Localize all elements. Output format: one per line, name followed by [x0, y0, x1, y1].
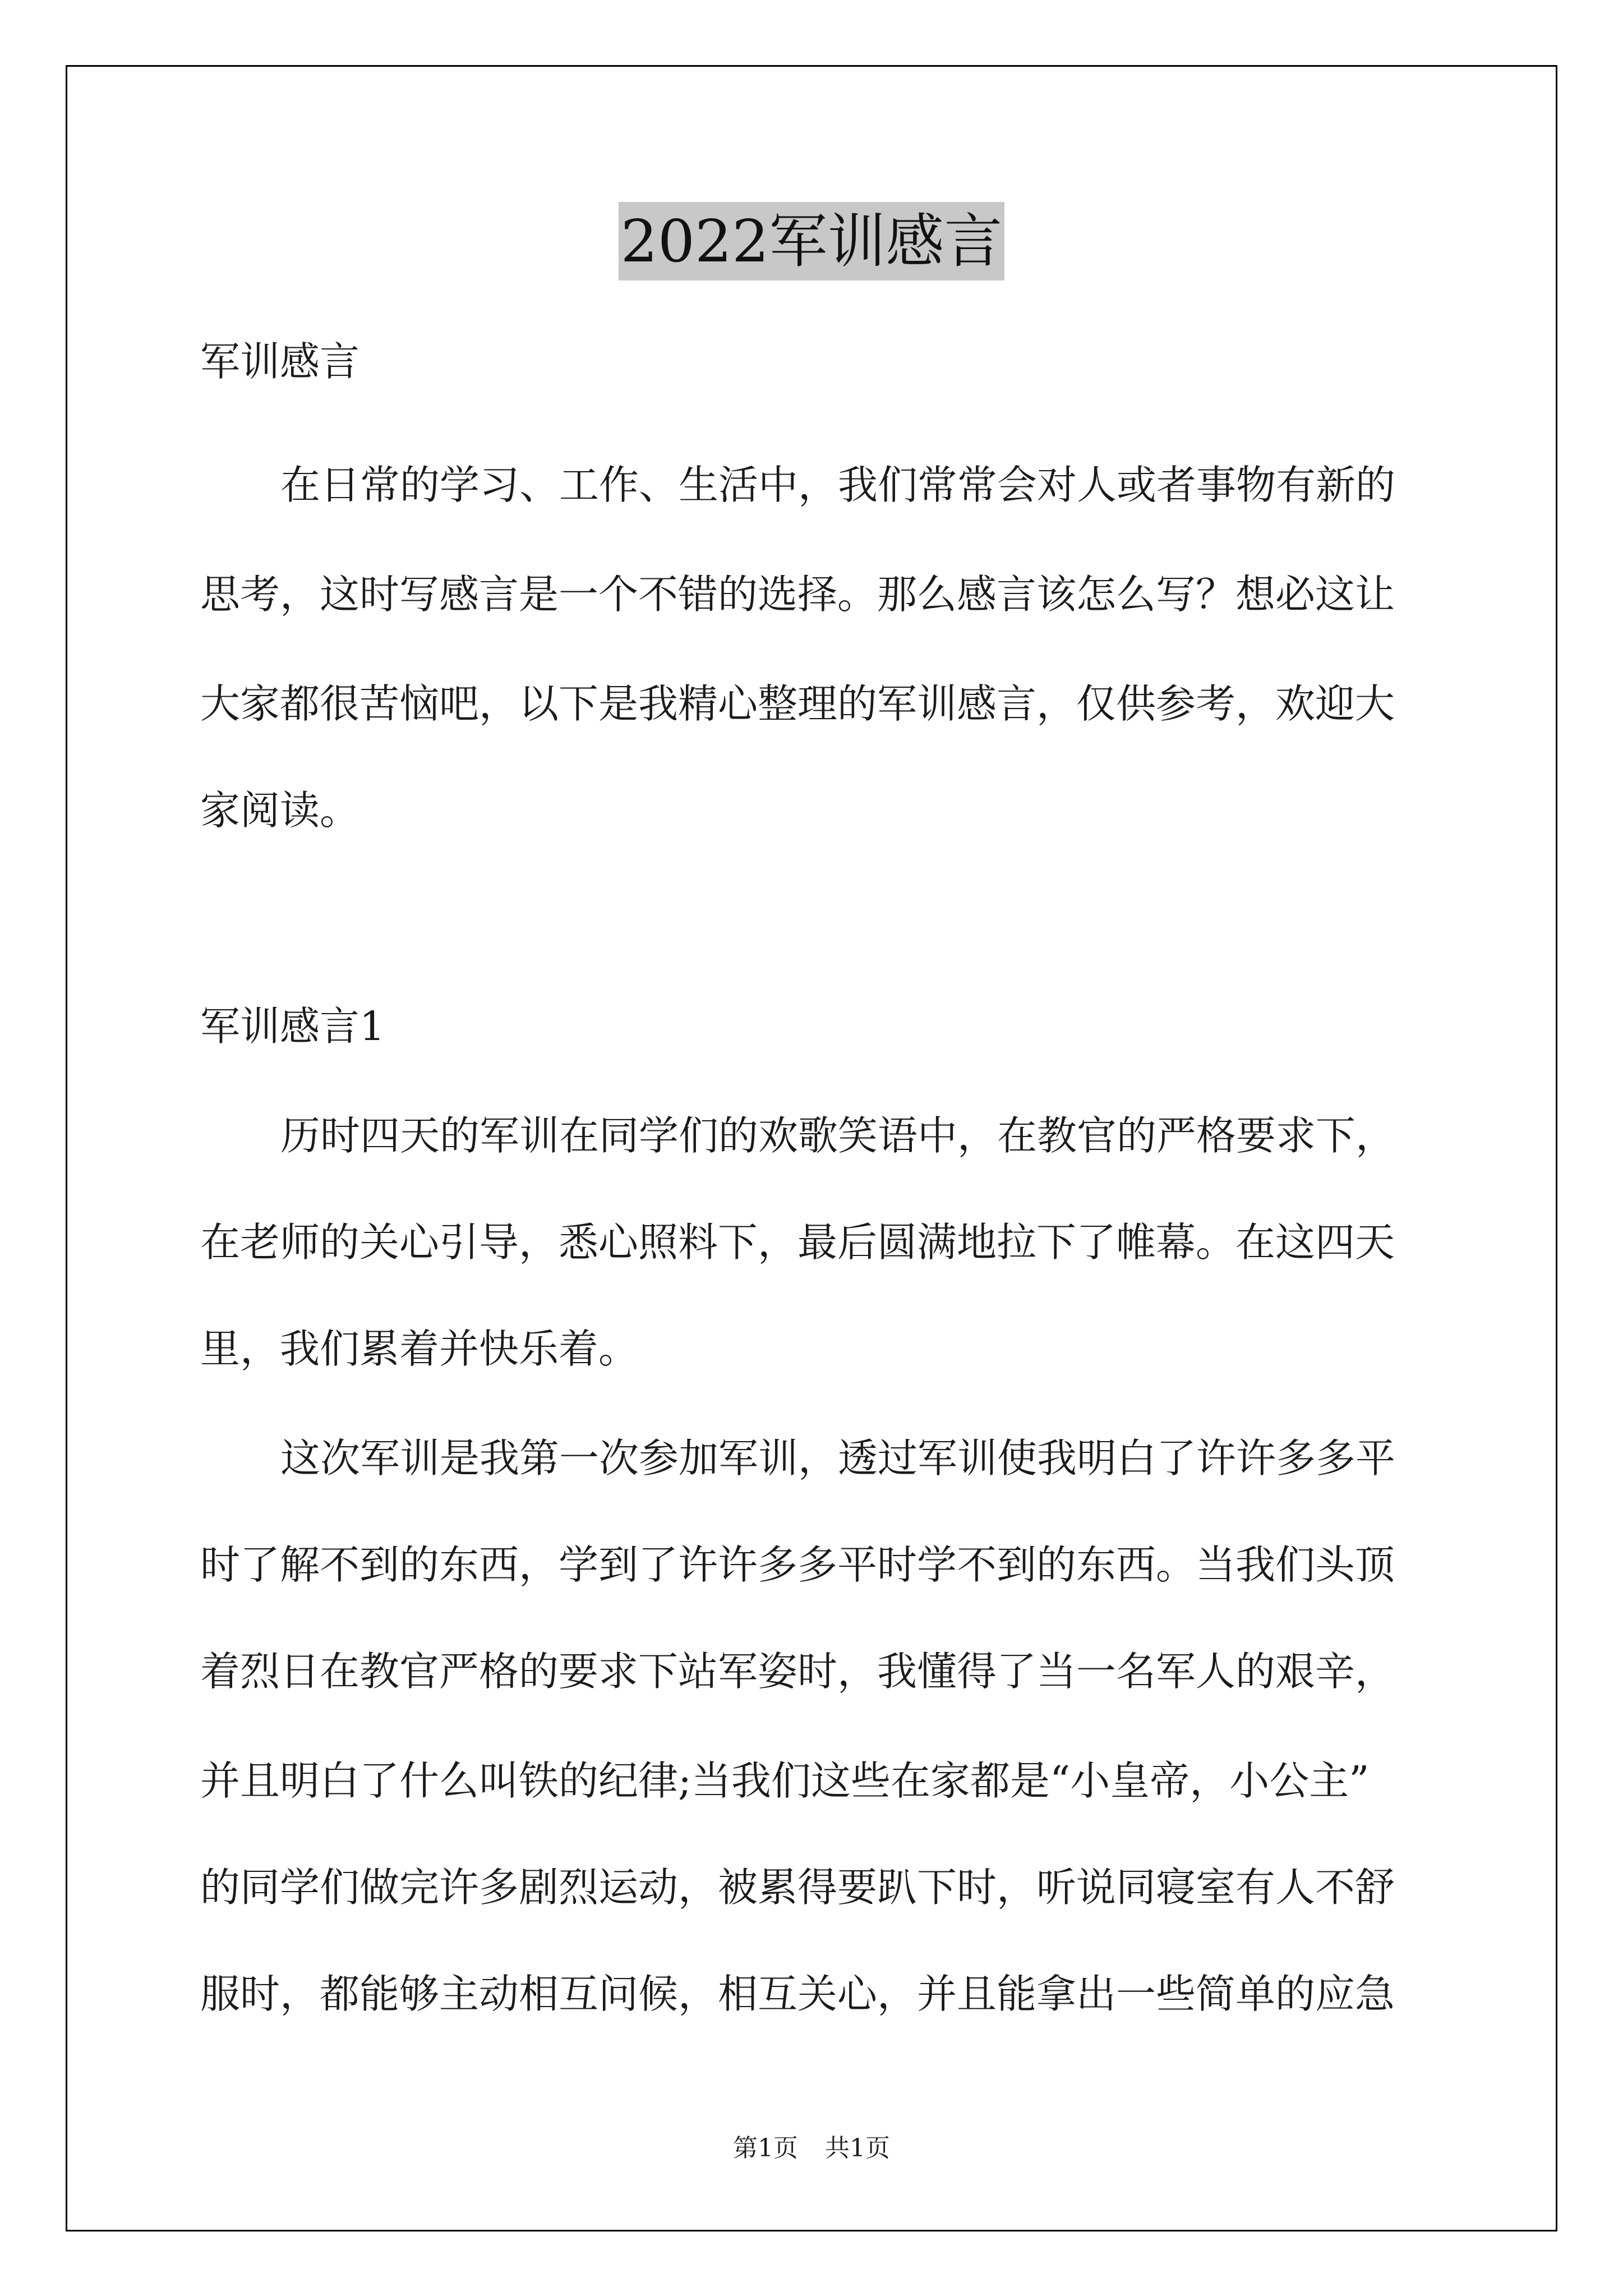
paragraph-line: 着烈日在教官严格的要求下站军姿时，我懂得了当一名军人的艰辛， [200, 1648, 1395, 1695]
paragraph-line: 大家都很苦恼吧，以下是我精心整理的军训感言，仅供参考，欢迎大 [200, 680, 1395, 727]
paragraph-line: 里，我们累着并快乐着。 [200, 1326, 639, 1372]
paragraph-line: 服时，都能够主动相互问候，相互关心，并且能拿出一些简单的应急 [200, 1971, 1395, 2017]
document-title: 2022军训感言 [619, 202, 1005, 280]
page-total: 共1页 [825, 2134, 890, 2162]
section-heading: 军训感言1 [200, 1003, 385, 1050]
page-footer [0, 2132, 1623, 2165]
paragraph-line: 家阅读。 [200, 787, 360, 834]
paragraph-line: 这次军训是我第一次参加军训，透过军训使我明白了许许多多平 [280, 1435, 1396, 1481]
page-number: 第1页 [733, 2134, 798, 2162]
paragraph-line: 在日常的学习、工作、生活中，我们常常会对人或者事物有新的 [280, 462, 1396, 508]
paragraph-line: 思考，这时写感言是一个不错的选择。那么感言该怎么写？想必这让 [200, 571, 1395, 618]
paragraph-line: 的同学们做完许多剧烈运动，被累得要趴下时，听说同寝室有人不舒 [200, 1864, 1395, 1911]
section-heading: 军训感言 [200, 338, 360, 385]
title-container [0, 202, 1623, 280]
paragraph-line: 时了解不到的东西，学到了许许多多平时学不到的东西。当我们头顶 [200, 1542, 1395, 1588]
paragraph-line: 在老师的关心引导，悉心照料下，最后圆满地拉下了帷幕。在这四天 [200, 1219, 1395, 1266]
paragraph-line: 历时四天的军训在同学们的欢歌笑语中，在教官的严格要求下， [280, 1112, 1396, 1159]
paragraph-line: 并且明白了什么叫铁的纪律;当我们这些在家都是“小皇帝，小公主” [200, 1757, 1370, 1804]
